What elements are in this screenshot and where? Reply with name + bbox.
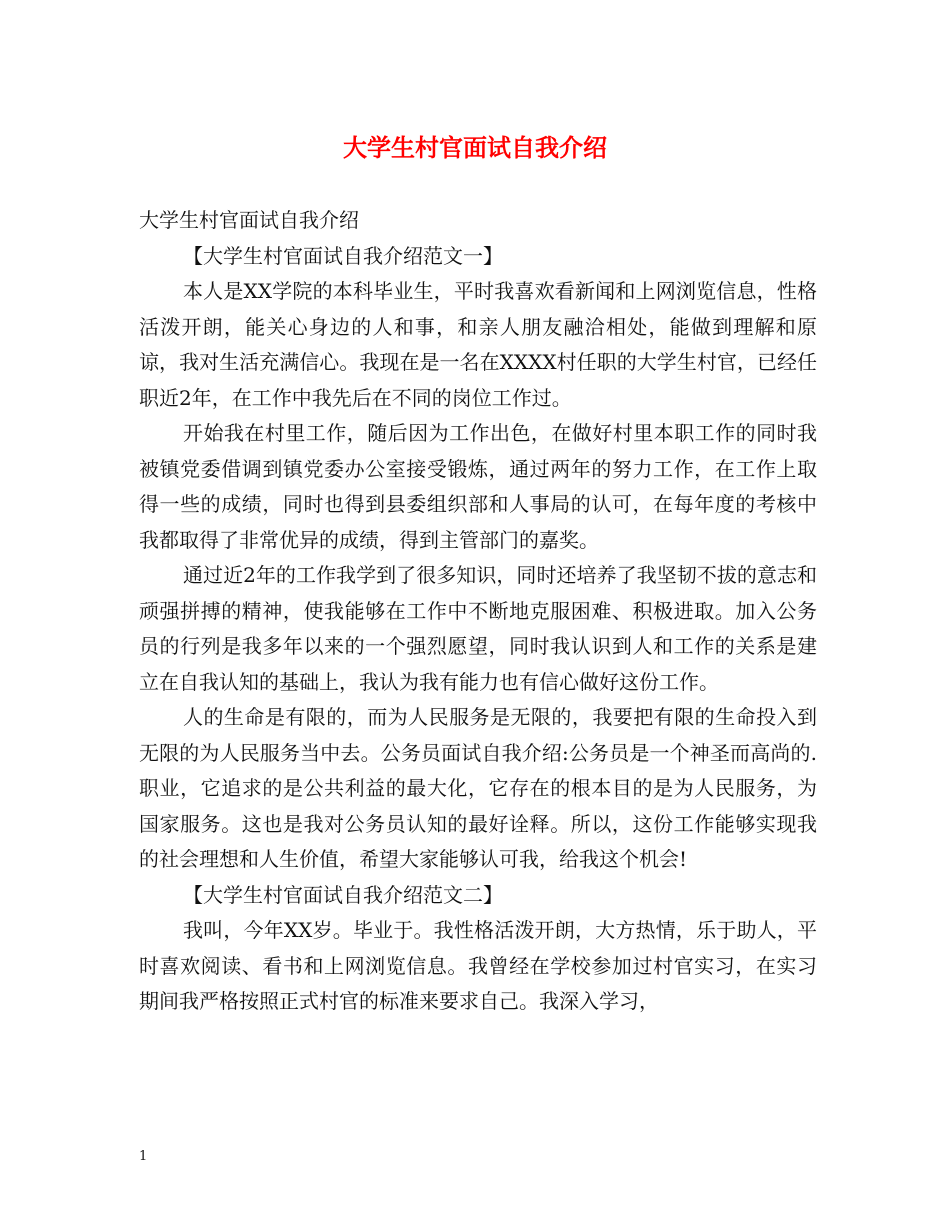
section-heading-sample-two: 【大学生村官面试自我介绍范文二】 — [183, 882, 503, 907]
section-heading-sample-one: 【大学生村官面试自我介绍范文一】 — [183, 243, 503, 268]
document-body — [139, 203, 817, 1020]
body-paragraph: 人的生命是有限的，而为人民服务是无限的，我要把有限的生命投入到无限的为人民服务当中去。公务员面试自我介绍:公务员是一个神圣而高尚的.职业，它追求的是公共利益的最大化，它存在的根本目的是为人民服务，为国家服务。这也是我对公务员认知的最好诠释。所以，这份工作能够实现我的社会理想和人生价值，希望大家能够认可我，给我这个机会! — [139, 705, 817, 871]
document-subtitle: 大学生村官面试自我介绍 — [139, 208, 359, 232]
body-paragraph: 我叫，今年XX岁。毕业于。我性格活泼开朗，大方热情，乐于助人，平时喜欢阅读、看书和上网浏览信息。我曾经在学校参加过村官实习，在实习期间我严格按照正式村官的标准来要求自己。我深入学习， — [139, 918, 817, 1013]
body-paragraph: 开始我在村里工作，随后因为工作出色，在做好村里本职工作的同时我被镇党委借调到镇党委办公室接受锻炼，通过两年的努力工作，在工作上取得一些的成绩，同时也得到县委组织部和人事局的认可，在每年度的考核中我都取得了非常优异的成绩，得到主管部门的嘉奖。 — [139, 421, 817, 552]
body-paragraph: 通过近2年的工作我学到了很多知识，同时还培养了我坚韧不拔的意志和顽强拼搏的精神，使我能够在工作中不断地克服困难、积极进取。加入公务员的行列是我多年以来的一个强烈愿望，同时我认识到人和工作的关系是建立在自我认知的基础上，我认为我有能力也有信心做好这份工作。 — [139, 563, 817, 694]
body-paragraph: 本人是XX学院的本科毕业生，平时我喜欢看新闻和上网浏览信息，性格活泼开朗，能关心身边的人和事，和亲人朋友融洽相处，能做到理解和原谅，我对生活充满信心。我现在是一名在XXXX村任职的大学生村官，已经任职近2年，在工作中我先后在不同的岗位工作过。 — [139, 279, 817, 410]
page-number: 1 — [139, 1149, 148, 1164]
document-title: 大学生村官面试自我介绍 — [343, 133, 607, 162]
